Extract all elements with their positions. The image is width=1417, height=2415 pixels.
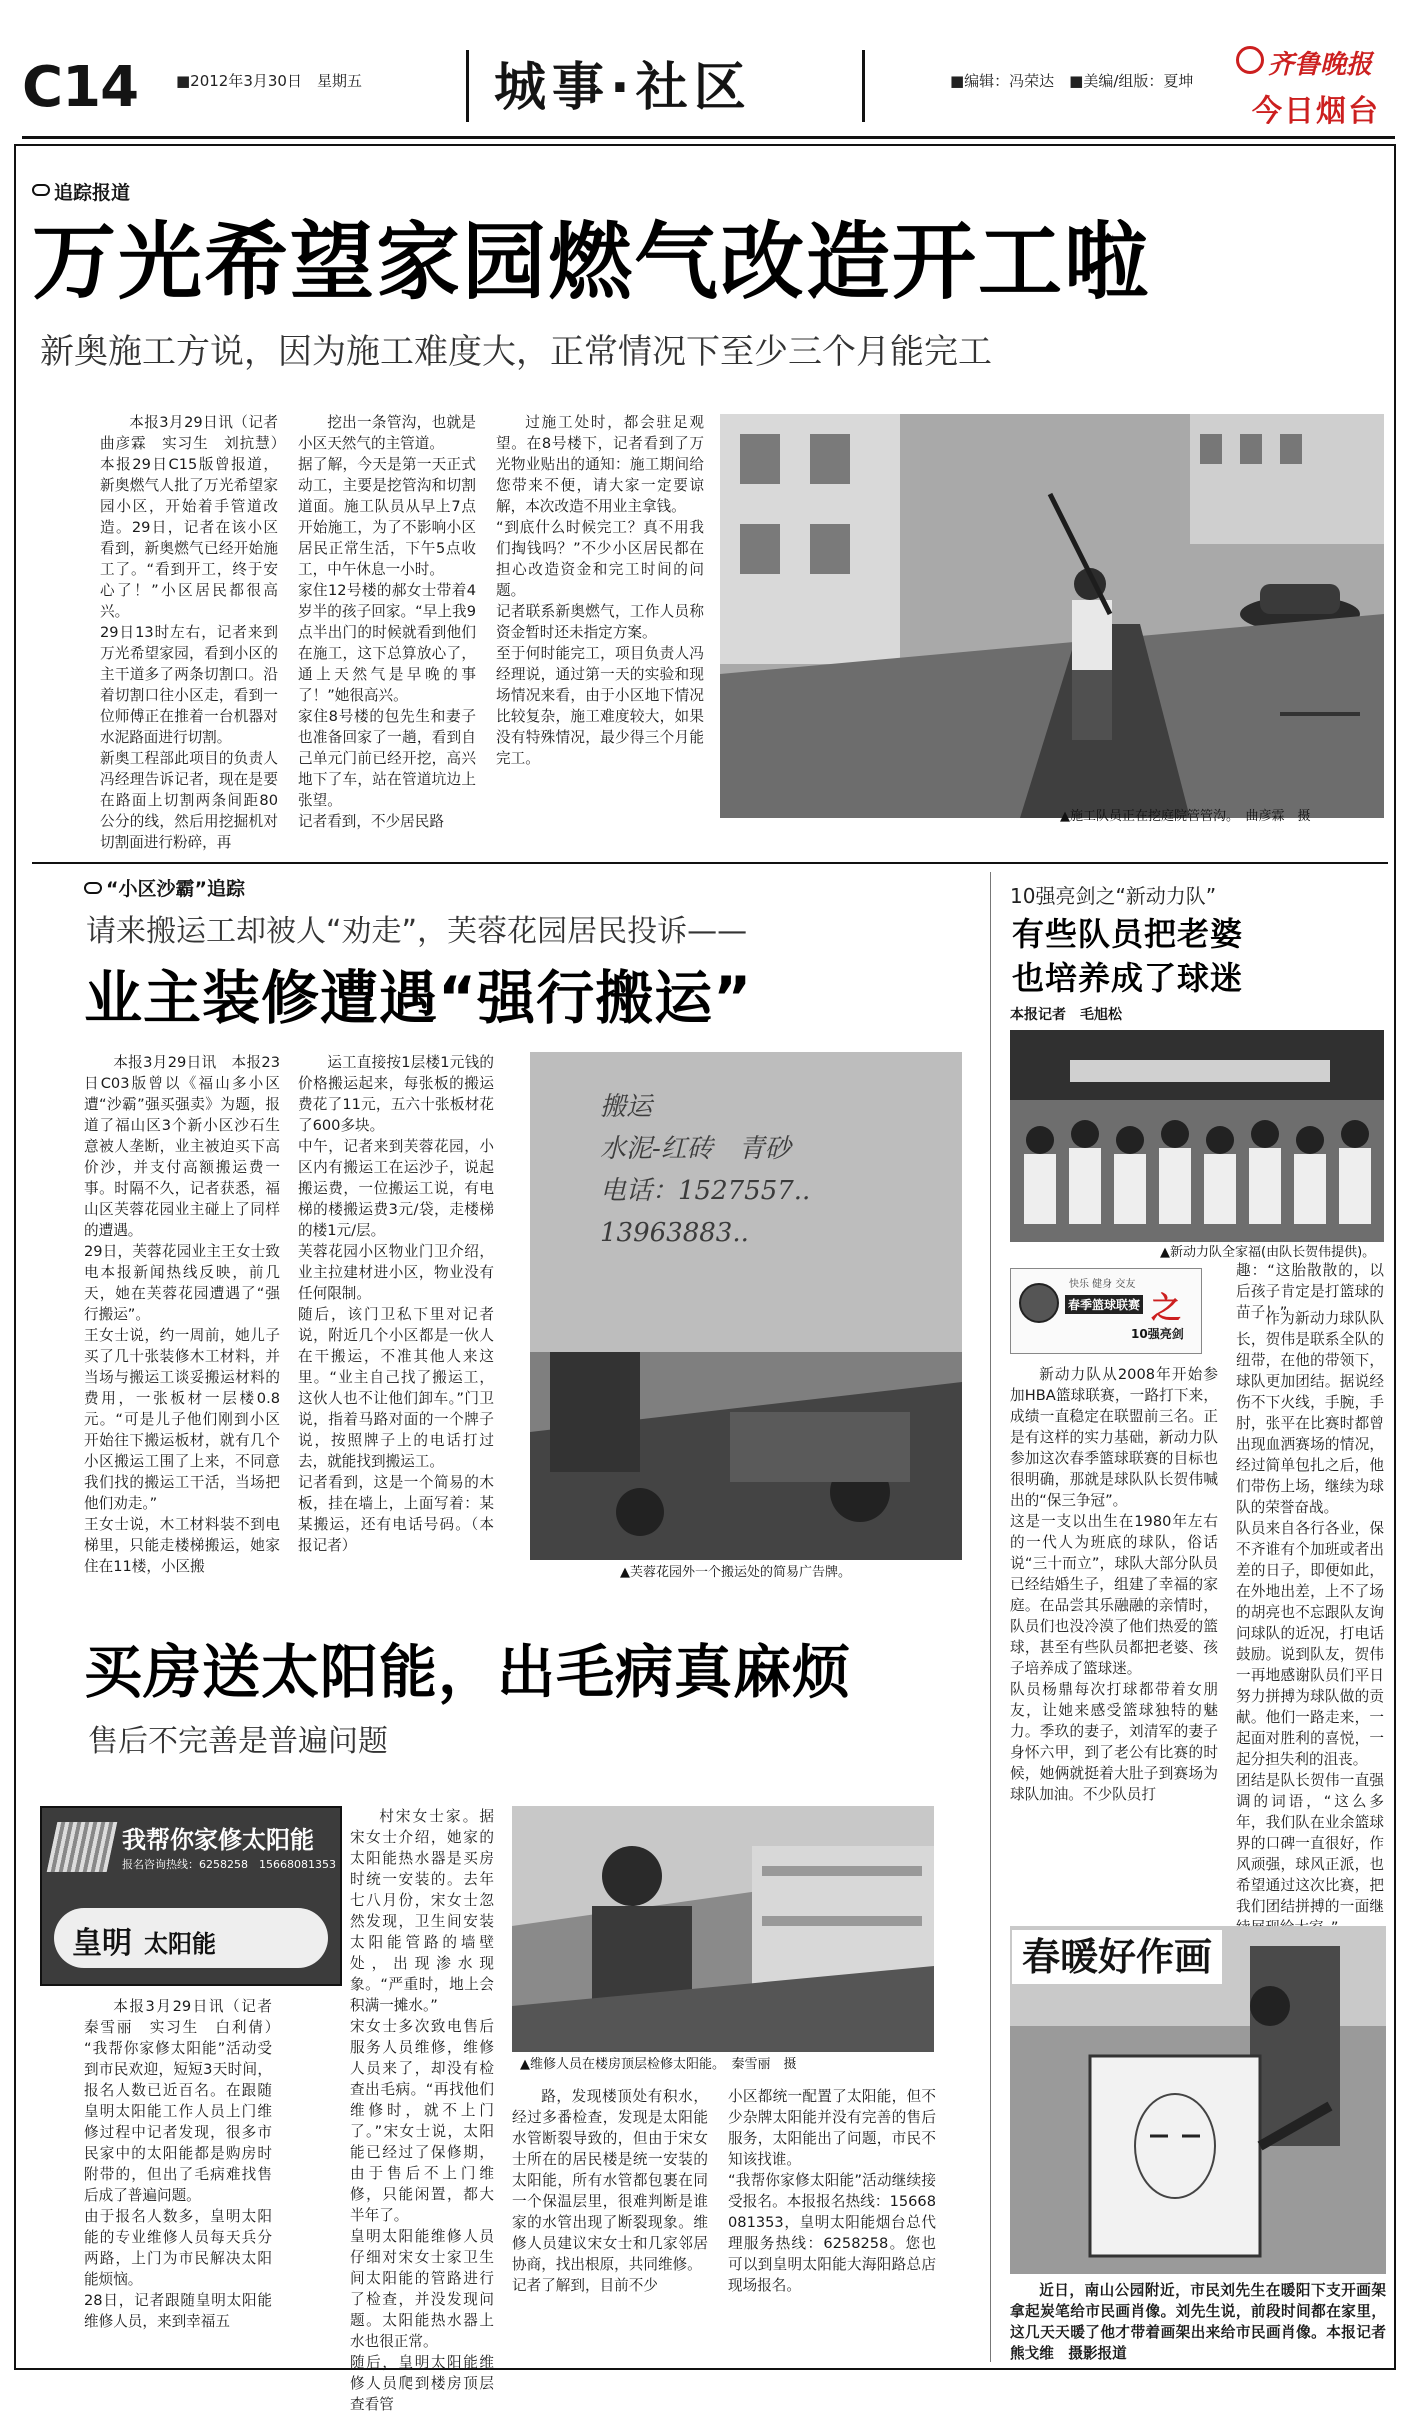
story2-headline: 业主装修遭遇“强行搬运” (84, 964, 753, 1032)
story3-promo-banner (40, 1806, 342, 1986)
story3-column-2 (350, 1806, 494, 2413)
page-header (0, 0, 1417, 150)
solar-panel-icon (47, 1822, 118, 1872)
story2-column-1-text: 本报3月29日讯 本报23日C03版曾以《福山多小区遭“沙霸”强买强卖》为题，报道了福山区3个新小区沙石生意被人垄断，业主被迫买下高价沙，并支付高额搬运费一事。时隔不久，记者获悉，福山区芙蓉花园业主碰上了同样的遭遇。 29日，芙蓉花园业主王女士致电本报新闻热线反映，前几天，她在芙蓉花园遭遇了“强行搬运”。 王女士说，约一周前，她儿子买了几十张装修木工材料，并当场与搬运工谈妥搬运材料的费用，一张板材一层楼0.8元。“可是儿子他们刚到小区开始往下搬运板材，就有几个小区搬运工围了上来，不同意我们找的搬运工干活，当场把他们劝走。” 王女士说，木工材料装不到电梯里，只能走楼梯搬运，她家住在11楼，小区搬 (84, 1054, 280, 1575)
promo-brand-main: 皇明 (72, 1926, 132, 1961)
right-column-divider (990, 872, 991, 2362)
story5-caption (1010, 2280, 1401, 2364)
story1-column-3-text: 过施工处时，都会驻足观望。在8号楼下，记者看到了万光物业贴出的通知：施工期间给您带来不便，请大家一定要谅解，本次改造不用业主拿钱。 “到底什么时候完工？真不用我们掏钱吗？”不少小区居民都在担心改造资金和完工时间的问题。 记者联系新奥燃气，工作人员称资金暂时还未指定方案。 至于何时能完工，项目负责人冯经理说，通过第一天的实验和现场情况来看，由于小区地下情况比较复杂，施工难度较大，如果没有特殊情况，最少得三个月能完工。 (496, 414, 704, 767)
edition-name: 今日烟台 (1252, 94, 1380, 129)
story3-column-4 (728, 2086, 936, 2366)
story2-photo-caption: ▲芙蓉花园外一个搬运处的简易广告牌。 (620, 1565, 851, 1580)
page-number: C14 (22, 55, 139, 120)
story3-column-2-text: 村宋女士家。据宋女士介绍，她家的太阳能热水器是买房时统一安装的。去年七八月份，宋女士忽然发现，卫生间安装太阳能管路的墙壁处，出现渗水现象。“严重时，地上会积满一摊水。” 宋女士多次致电售后服务人员维修，维修人员来了，却没有检查出毛病。“再找他们维修时，就不上门了。”宋女士说，太阳能已经过了保修期，由于售后不上门维修，只能闲置，都大半年了。 皇明太阳能维修人员仔细对宋女士家卫生间太阳能的管路进行了检查，并没发现问题。太阳能热水器上水也很正常。 随后，皇明太阳能维修人员爬到楼房顶层查看管 (350, 1808, 494, 2413)
header-rule (22, 136, 1395, 139)
team-photo-illustration (1010, 1030, 1384, 1242)
story1-kicker: 追踪报道 (54, 182, 131, 204)
story3-column-1-text: 本报3月29日讯（记者 秦雪丽 实习生 白利倩） “我帮你家修太阳能”活动受到市民欢迎，短短3天时间，报名人数已近百名。在跟随皇明太阳能工作人员上门维修过程中记者发现，很多市民家中的太阳能都是购房时附带的，但出了毛病难找售后成了普遍问题。 由于报名人数多，皇明太阳能的专业维修人员每天兵分两路，上门为市民解决太阳能烦恼。 28日，记者跟随皇明太阳能维修人员，来到幸福五 (84, 1998, 272, 2330)
story3-column-3 (512, 2086, 708, 2366)
story1-photo (720, 414, 1384, 818)
promo-phone: 报名咨询热线：6258258 15668081353 (122, 1858, 336, 1871)
story2-column-1 (84, 1052, 280, 1592)
story4-column-2 (1236, 1308, 1384, 1915)
logo-main: 春季篮球联赛 (1065, 1295, 1143, 1314)
story4-photo (1010, 1030, 1384, 1242)
story3-column-1 (84, 1996, 272, 2366)
story4-column-1-text: 新动力队从2008年开始参加HBA篮球联赛，一路打下来，成绩一直稳定在联盟前三名。正是有这样的实力基础，新动力队参加这次春季篮球联赛的目标也很明确，那就是球队队长贺伟喊出的“保三争冠”。 这是一支以出生在1980年左右的一代人为班底的球队，俗话说“三十而立”，球队大部分队员已经结婚生子，组建了幸福的家庭。在品尝其乐融融的亲情时，队员们也没冷漠了他们热爱的篮球，甚至有些队员都把老婆、孩子培养成了篮球迷。 队员杨鼎每次打球都带着女朋友，让她来感受篮球独特的魅力。季玖的妻子，刘清军的妻子身怀六甲，到了老公有比赛的时候，她俩就挺着大肚子到赛场为球队加油。不少队员打 (1010, 1366, 1218, 1803)
story4-headline-line1: 有些队员把老婆 (1012, 915, 1244, 953)
story1-bottom-rule (32, 862, 1388, 864)
repair-photo-illustration (512, 1806, 934, 2052)
story1-column-1 (100, 412, 278, 851)
story3-headline: 买房送太阳能，出毛病真麻烦 (84, 1638, 852, 1706)
story2-pretitle: 请来搬运工却被人“劝走”，芙蓉花园居民投诉—— (86, 914, 748, 949)
story5-headline: 春暖好作画 (1012, 1930, 1222, 1984)
story2-kicker-icon (84, 882, 102, 894)
story4-column-2-top-text: 趣：“这胎散散的，以后孩子肯定是打篮球的苗子！” (1236, 1262, 1384, 1321)
story3-column-3-text: 路，发现楼顶处有积水，经过多番检查，发现是太阳能水管断裂导致的，但由于宋女士所在的居民楼是统一安装的太阳能，所有水管都包裹在同一个保温层里，很难判断是谁家的水管出现了断裂现象。维修人员建议宋女士和几家邻居协商，找出根原，共同维修。 记者了解到，目前不少 (512, 2088, 708, 2294)
story1-kicker-icon (32, 184, 50, 196)
basketball-icon (1019, 1283, 1059, 1323)
promo-brand-sub: 太阳能 (144, 1930, 216, 1958)
story3-photo-caption: ▲维修人员在楼房顶层检修太阳能。 秦雪丽 摄 (520, 2057, 797, 2072)
story4-headline-line2: 也培养成了球迷 (1012, 959, 1244, 997)
story4-column-2-top (1236, 1260, 1384, 1321)
story3-photo (512, 1806, 934, 2052)
story2-column-2 (298, 1052, 494, 1592)
construction-photo-illustration (720, 414, 1384, 818)
editor-credits: ■编辑：冯荣达 ■美编/组版：夏坤 (950, 72, 1194, 90)
promo-title: 我帮你家修太阳能 (122, 1826, 314, 1854)
header-divider-right (862, 50, 865, 122)
brand-logo-icon (1236, 46, 1264, 74)
section-title: 城事·社区 (494, 58, 752, 118)
story4-column-1 (1010, 1364, 1218, 1904)
issue-date: ■2012年3月30日 星期五 (176, 72, 362, 90)
brand-name: 齐鲁晚报 (1268, 50, 1373, 80)
story2-column-2-text: 运工直接按1层楼1元钱的价格搬运起来，每张板的搬运费花了11元，五六十张板材花了600多块。 中午，记者来到芙蓉花园，小区内有搬运工在运沙子，说起搬运费，一位搬运工说，有电梯的楼搬运费3元/袋，走楼梯的楼1元/层。 芙蓉花园小区物业门卫介绍，业主拉建材进小区，物业没有任何限制。 随后，该门卫私下里对记者说，附近几个小区都是一伙人在干搬运，不准其他人来这里。“业主自己找了搬运工，这伙人也不让他们卸车。”门卫说，指着马路对面的一个牌子说，按照牌子上的电话打过去，就能找到搬运工。 记者看到，这是一个简易的木板，挂在墙上，上面写着：某某搬运，还有电话号码。（本报记者） (298, 1054, 494, 1554)
story2-photo (530, 1052, 962, 1560)
logo-zhi: 之 (1151, 1291, 1181, 1326)
story3-subheadline: 售后不完善是普遍问题 (88, 1724, 388, 1759)
story4-series: 10强亮剑之“新动力队” (1010, 884, 1217, 908)
promo-brand (54, 1908, 328, 1968)
story1-column-2-text: 挖出一条管沟，也就是小区天然气的主管道。 据了解，今天是第一天正式动工，主要是挖管沟和切割道面。施工队员从早上7点开始施工，为了不影响小区居民正常生活，下午5点收工，中午休息一小时。 家住12号楼的郝女士带着4岁半的孩子回家。“早上我9点半出门的时候就看到他们在施工，这下总算放心了，通上天然气是早晚的事了！”她很高兴。 家住8号楼的包先生和妻子也准备回家了一趟，看到自己单元门前已经开挖，高兴地下了车，站在管道坑边上张望。 记者看到，不少居民路 (298, 414, 476, 830)
story1-column-1-text: 本报3月29日讯（记者 曲彦霖 实习生 刘抗慧） 本报29日C15版曾报道，新奥燃气人批了万光希望家园小区，开始着手管道改造。29日，记者在该小区看到，新奥燃气已经开始施工了。“看到开工，终于安心了！”小区居民都很高兴。 29日13时左右，记者来到万光希望家园，看到小区的主干道多了两条切割口。沿着切割口往小区走，看到一位师傅正在推着一台机器对水泥路面进行切割。 新奥工程部此项目的负责人冯经理告诉记者，现在是要在路面上切割两条间距80公分的线，然后用挖掘机对切割面进行粉碎，再 (100, 414, 278, 851)
story1-column-3 (496, 412, 704, 832)
story5-photo (1010, 1926, 1386, 2274)
story4-logo (1010, 1268, 1202, 1354)
story1-headline: 万光希望家园燃气改造开工啦 (32, 213, 1151, 311)
story2-kicker: “小区沙霸”追踪 (106, 878, 245, 900)
story4-column-2-text: 作为新动力球队队长，贺伟是联系全队的纽带，在他的带领下，球队更加团结。据说经伤不下火线，手腕，手肘，张平在比赛时都曾出现血洒赛场的情况，经过简单包扎之后，他们带伤上场，继续为球队的荣誉奋战。 队员来自各行各业，保不齐谁有个加班或者出差的日子，即便如此，在外地出差，上不了场的胡亮也不忘跟队友询问球队的近况，打电话鼓励。说到队友，贺伟一再地感谢队员们平日努力拼搏为球队做的贡献。他们一路走来，一起面对胜利的喜悦，一起分担失利的沮丧。 团结是队长贺伟一直强调的词语，“这么多年，我们队在业余篮球界的口碑一直很好，作风顽强，球风正派，也希望通过这次比赛，把我们团结拼搏的一面继 (1236, 1310, 1384, 1915)
logo-top: 快乐 健身 交友 (1069, 1279, 1136, 1290)
story3-column-4-text: 小区都统一配置了太阳能，但不少杂牌太阳能并没有完善的售后服务，太阳能出了问题，市民不知该找谁。 “我帮你家修太阳能”活动继续接受报名。本报报名热线：15668081353，皇明太阳能烟台总代理服务热线：6258258。您也可以到皇明太阳能大海阳路总店现场报名。 (728, 2088, 936, 2294)
story4-byline: 本报记者 毛旭松 (1010, 1007, 1122, 1023)
header-divider-left (466, 50, 469, 122)
story1-photo-caption: ▲施工队员正在挖庭院管管沟。 曲彦霖 摄 (1060, 809, 1311, 824)
story5-caption-text: 近日，南山公园附近，市民刘先生在暖阳下支开画架拿起炭笔给市民画肖像。刘先生说，前段时间都在家里，这几天天暖了他才带着画架出来给市民画肖像。本报记者 熊戈维 摄影报道 (1010, 2282, 1401, 2362)
story1-subheadline: 新奥施工方说，因为施工难度大，正常情况下至少三个月能完工 (40, 332, 992, 372)
story1-column-2 (298, 412, 476, 832)
sign-handwriting: 搬运 水泥-红砖 青砂 电话：1527557.. 13963883.. (600, 1092, 811, 1248)
story4-photo-caption: ▲新动力队全家福(由队长贺伟提供)。 (1160, 1245, 1376, 1260)
logo-sub: 10强亮剑 (1131, 1327, 1184, 1341)
